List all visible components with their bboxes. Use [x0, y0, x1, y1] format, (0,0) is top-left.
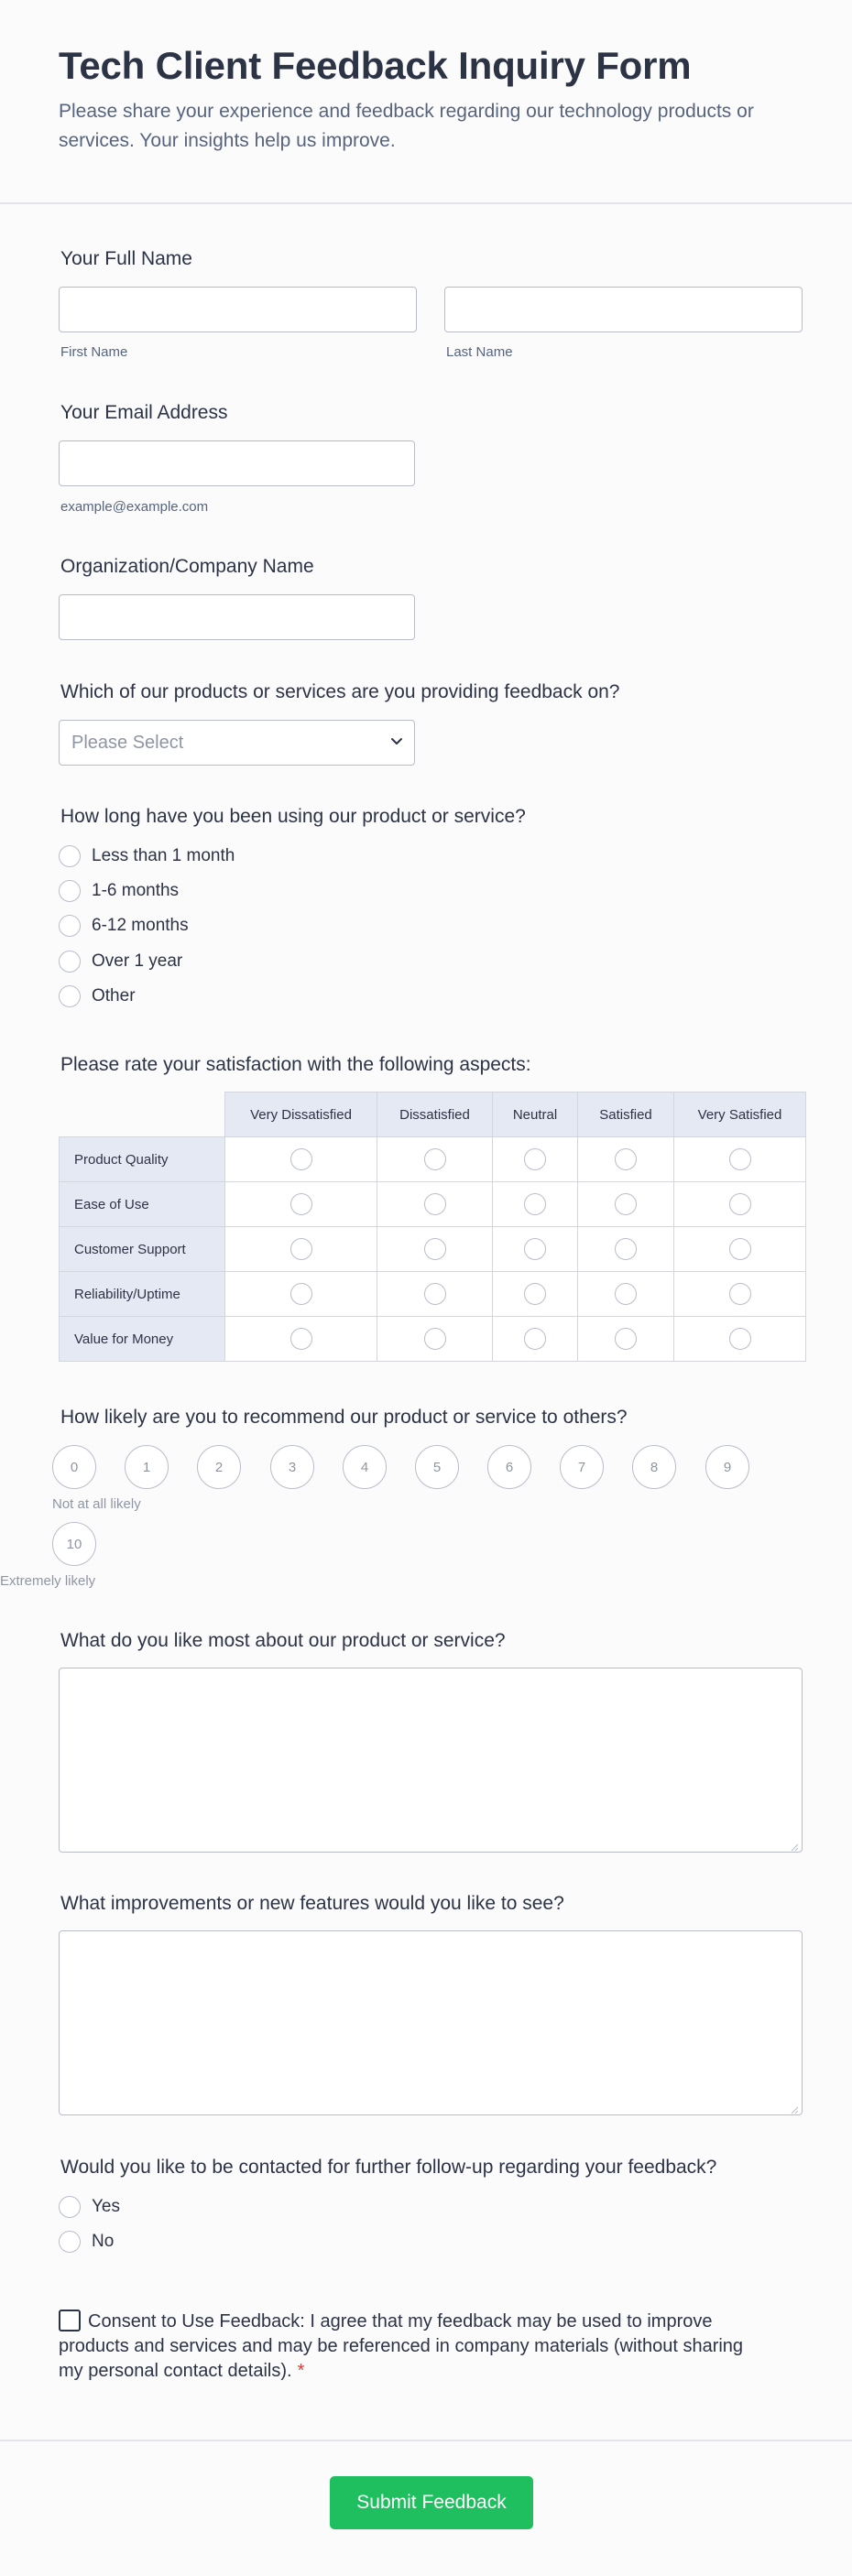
- radio-button[interactable]: [59, 915, 81, 937]
- scale-option[interactable]: 1: [125, 1445, 169, 1489]
- matrix-radio[interactable]: [729, 1328, 751, 1350]
- matrix-row: [60, 1272, 806, 1317]
- product-select[interactable]: [59, 720, 415, 766]
- matrix-radio[interactable]: [424, 1283, 446, 1305]
- matrix-radio[interactable]: [524, 1283, 546, 1305]
- first-name-input[interactable]: [59, 287, 417, 332]
- scale-option[interactable]: 6: [487, 1445, 531, 1489]
- recommend-label: How likely are you to recommend our product or service to others?: [60, 1407, 628, 1428]
- form-description: Please share your experience and feedback regarding our technology products or services. Your insights help us improve.: [59, 101, 754, 151]
- matrix-radio[interactable]: [615, 1238, 637, 1260]
- like-most-textarea[interactable]: [59, 1668, 803, 1853]
- matrix-radio[interactable]: [524, 1238, 546, 1260]
- scale-option[interactable]: 8: [632, 1445, 676, 1489]
- matrix-row-label: Ease of Use: [60, 1182, 225, 1227]
- matrix-radio[interactable]: [424, 1238, 446, 1260]
- submit-button[interactable]: Submit Feedback: [330, 2476, 533, 2529]
- usage-option-label: Over 1 year: [92, 951, 183, 971]
- radio-button[interactable]: [59, 880, 81, 902]
- matrix-radio[interactable]: [615, 1193, 637, 1215]
- email-sublabel: example@example.com: [60, 499, 209, 515]
- radio-button[interactable]: [59, 985, 81, 1007]
- matrix-row-label: Customer Support: [60, 1227, 225, 1272]
- scale-low-label: Not at all likely: [52, 1496, 141, 1512]
- form-title: Tech Client Feedback Inquiry Form: [59, 44, 692, 87]
- chevron-down-icon: [388, 733, 405, 749]
- usage-option[interactable]: [59, 949, 182, 974]
- matrix-radio[interactable]: [615, 1328, 637, 1350]
- scale-option[interactable]: 4: [343, 1445, 387, 1489]
- matrix-row: [60, 1182, 806, 1227]
- required-asterisk: *: [297, 2361, 305, 2381]
- form-header: [0, 0, 852, 204]
- radio-button[interactable]: [59, 2196, 81, 2218]
- matrix-row-label: Reliability/Uptime: [60, 1272, 225, 1317]
- matrix-radio[interactable]: [729, 1283, 751, 1305]
- matrix-corner: [60, 1092, 225, 1137]
- company-input[interactable]: [59, 594, 415, 640]
- form-footer: [0, 2440, 852, 2576]
- matrix-radio[interactable]: [524, 1193, 546, 1215]
- last-name-sublabel: Last Name: [446, 344, 513, 360]
- follow-up-option-label: No: [92, 2232, 115, 2251]
- scale-high-label: Extremely likely: [0, 1573, 96, 1589]
- matrix-column-header: Very Dissatisfied: [225, 1092, 377, 1137]
- matrix-radio[interactable]: [729, 1238, 751, 1260]
- full-name-label: Your Full Name: [60, 248, 192, 269]
- matrix-row: [60, 1137, 806, 1182]
- matrix-row-label: Product Quality: [60, 1137, 225, 1182]
- matrix-column-header: Satisfied: [578, 1092, 674, 1137]
- satisfaction-matrix: [59, 1092, 806, 1362]
- usage-option[interactable]: [59, 878, 179, 904]
- usage-option-label: 6-12 months: [92, 916, 189, 935]
- matrix-row-label: Value for Money: [60, 1317, 225, 1362]
- like-most-label: What do you like most about our product or service?: [60, 1630, 506, 1651]
- scale-option[interactable]: 10: [52, 1522, 96, 1566]
- scale-option[interactable]: 3: [270, 1445, 314, 1489]
- matrix-radio[interactable]: [524, 1148, 546, 1170]
- matrix-radio[interactable]: [290, 1148, 312, 1170]
- satisfaction-label: Please rate your satisfaction with the following aspects:: [60, 1054, 531, 1075]
- scale-option[interactable]: 7: [560, 1445, 604, 1489]
- first-name-sublabel: First Name: [60, 344, 128, 360]
- usage-option-label: Less than 1 month: [92, 846, 235, 865]
- usage-duration-label: How long have you been using our product or service?: [60, 806, 526, 827]
- matrix-radio[interactable]: [290, 1328, 312, 1350]
- improvements-label: What improvements or new features would you like to see?: [60, 1893, 564, 1914]
- matrix-radio[interactable]: [424, 1328, 446, 1350]
- last-name-input[interactable]: [444, 287, 803, 332]
- matrix-radio[interactable]: [424, 1193, 446, 1215]
- email-label: Your Email Address: [60, 402, 228, 423]
- company-label: Organization/Company Name: [60, 556, 314, 577]
- matrix-radio[interactable]: [729, 1148, 751, 1170]
- radio-button[interactable]: [59, 951, 81, 973]
- scale-option[interactable]: 0: [52, 1445, 96, 1489]
- follow-up-option-label: Yes: [92, 2197, 120, 2216]
- matrix-radio[interactable]: [729, 1193, 751, 1215]
- consent-field: [59, 2310, 755, 2384]
- consent-checkbox[interactable]: [59, 2310, 81, 2331]
- usage-option[interactable]: [59, 913, 189, 939]
- matrix-radio[interactable]: [290, 1238, 312, 1260]
- matrix-column-header: Neutral: [493, 1092, 578, 1137]
- radio-button[interactable]: [59, 845, 81, 867]
- resize-handle-icon[interactable]: [790, 2103, 799, 2112]
- matrix-row: [60, 1317, 806, 1362]
- matrix-column-header: Dissatisfied: [377, 1092, 493, 1137]
- scale-option[interactable]: 2: [197, 1445, 241, 1489]
- resize-handle-icon[interactable]: [790, 1840, 799, 1849]
- usage-option-label: 1-6 months: [92, 881, 180, 900]
- follow-up-label: Would you like to be contacted for further follow-up regarding your feedback?: [60, 2157, 717, 2178]
- matrix-radio[interactable]: [615, 1283, 637, 1305]
- matrix-radio[interactable]: [424, 1148, 446, 1170]
- product-label: Which of our products or services are you providing feedback on?: [60, 681, 620, 702]
- scale-option[interactable]: 9: [705, 1445, 749, 1489]
- matrix-row: [60, 1227, 806, 1272]
- consent-text: Consent to Use Feedback: I agree that my feedback may be used to improve products and services and may be referenced in company materials (without sharing my personal contact details).: [59, 2311, 744, 2381]
- usage-option[interactable]: [59, 843, 235, 869]
- product-select-placeholder: Please Select: [71, 733, 184, 753]
- scale-option[interactable]: 5: [415, 1445, 459, 1489]
- email-input[interactable]: [59, 440, 415, 486]
- usage-option[interactable]: [59, 984, 136, 1009]
- matrix-radio[interactable]: [290, 1193, 312, 1215]
- matrix-column-header: Very Satisfied: [674, 1092, 806, 1137]
- follow-up-option[interactable]: [59, 2194, 120, 2220]
- follow-up-option[interactable]: [59, 2229, 114, 2255]
- matrix-radio[interactable]: [524, 1328, 546, 1350]
- usage-option-label: Other: [92, 986, 136, 1005]
- radio-button[interactable]: [59, 2231, 81, 2253]
- matrix-radio[interactable]: [290, 1283, 312, 1305]
- matrix-radio[interactable]: [615, 1148, 637, 1170]
- improvements-textarea[interactable]: [59, 1930, 803, 2115]
